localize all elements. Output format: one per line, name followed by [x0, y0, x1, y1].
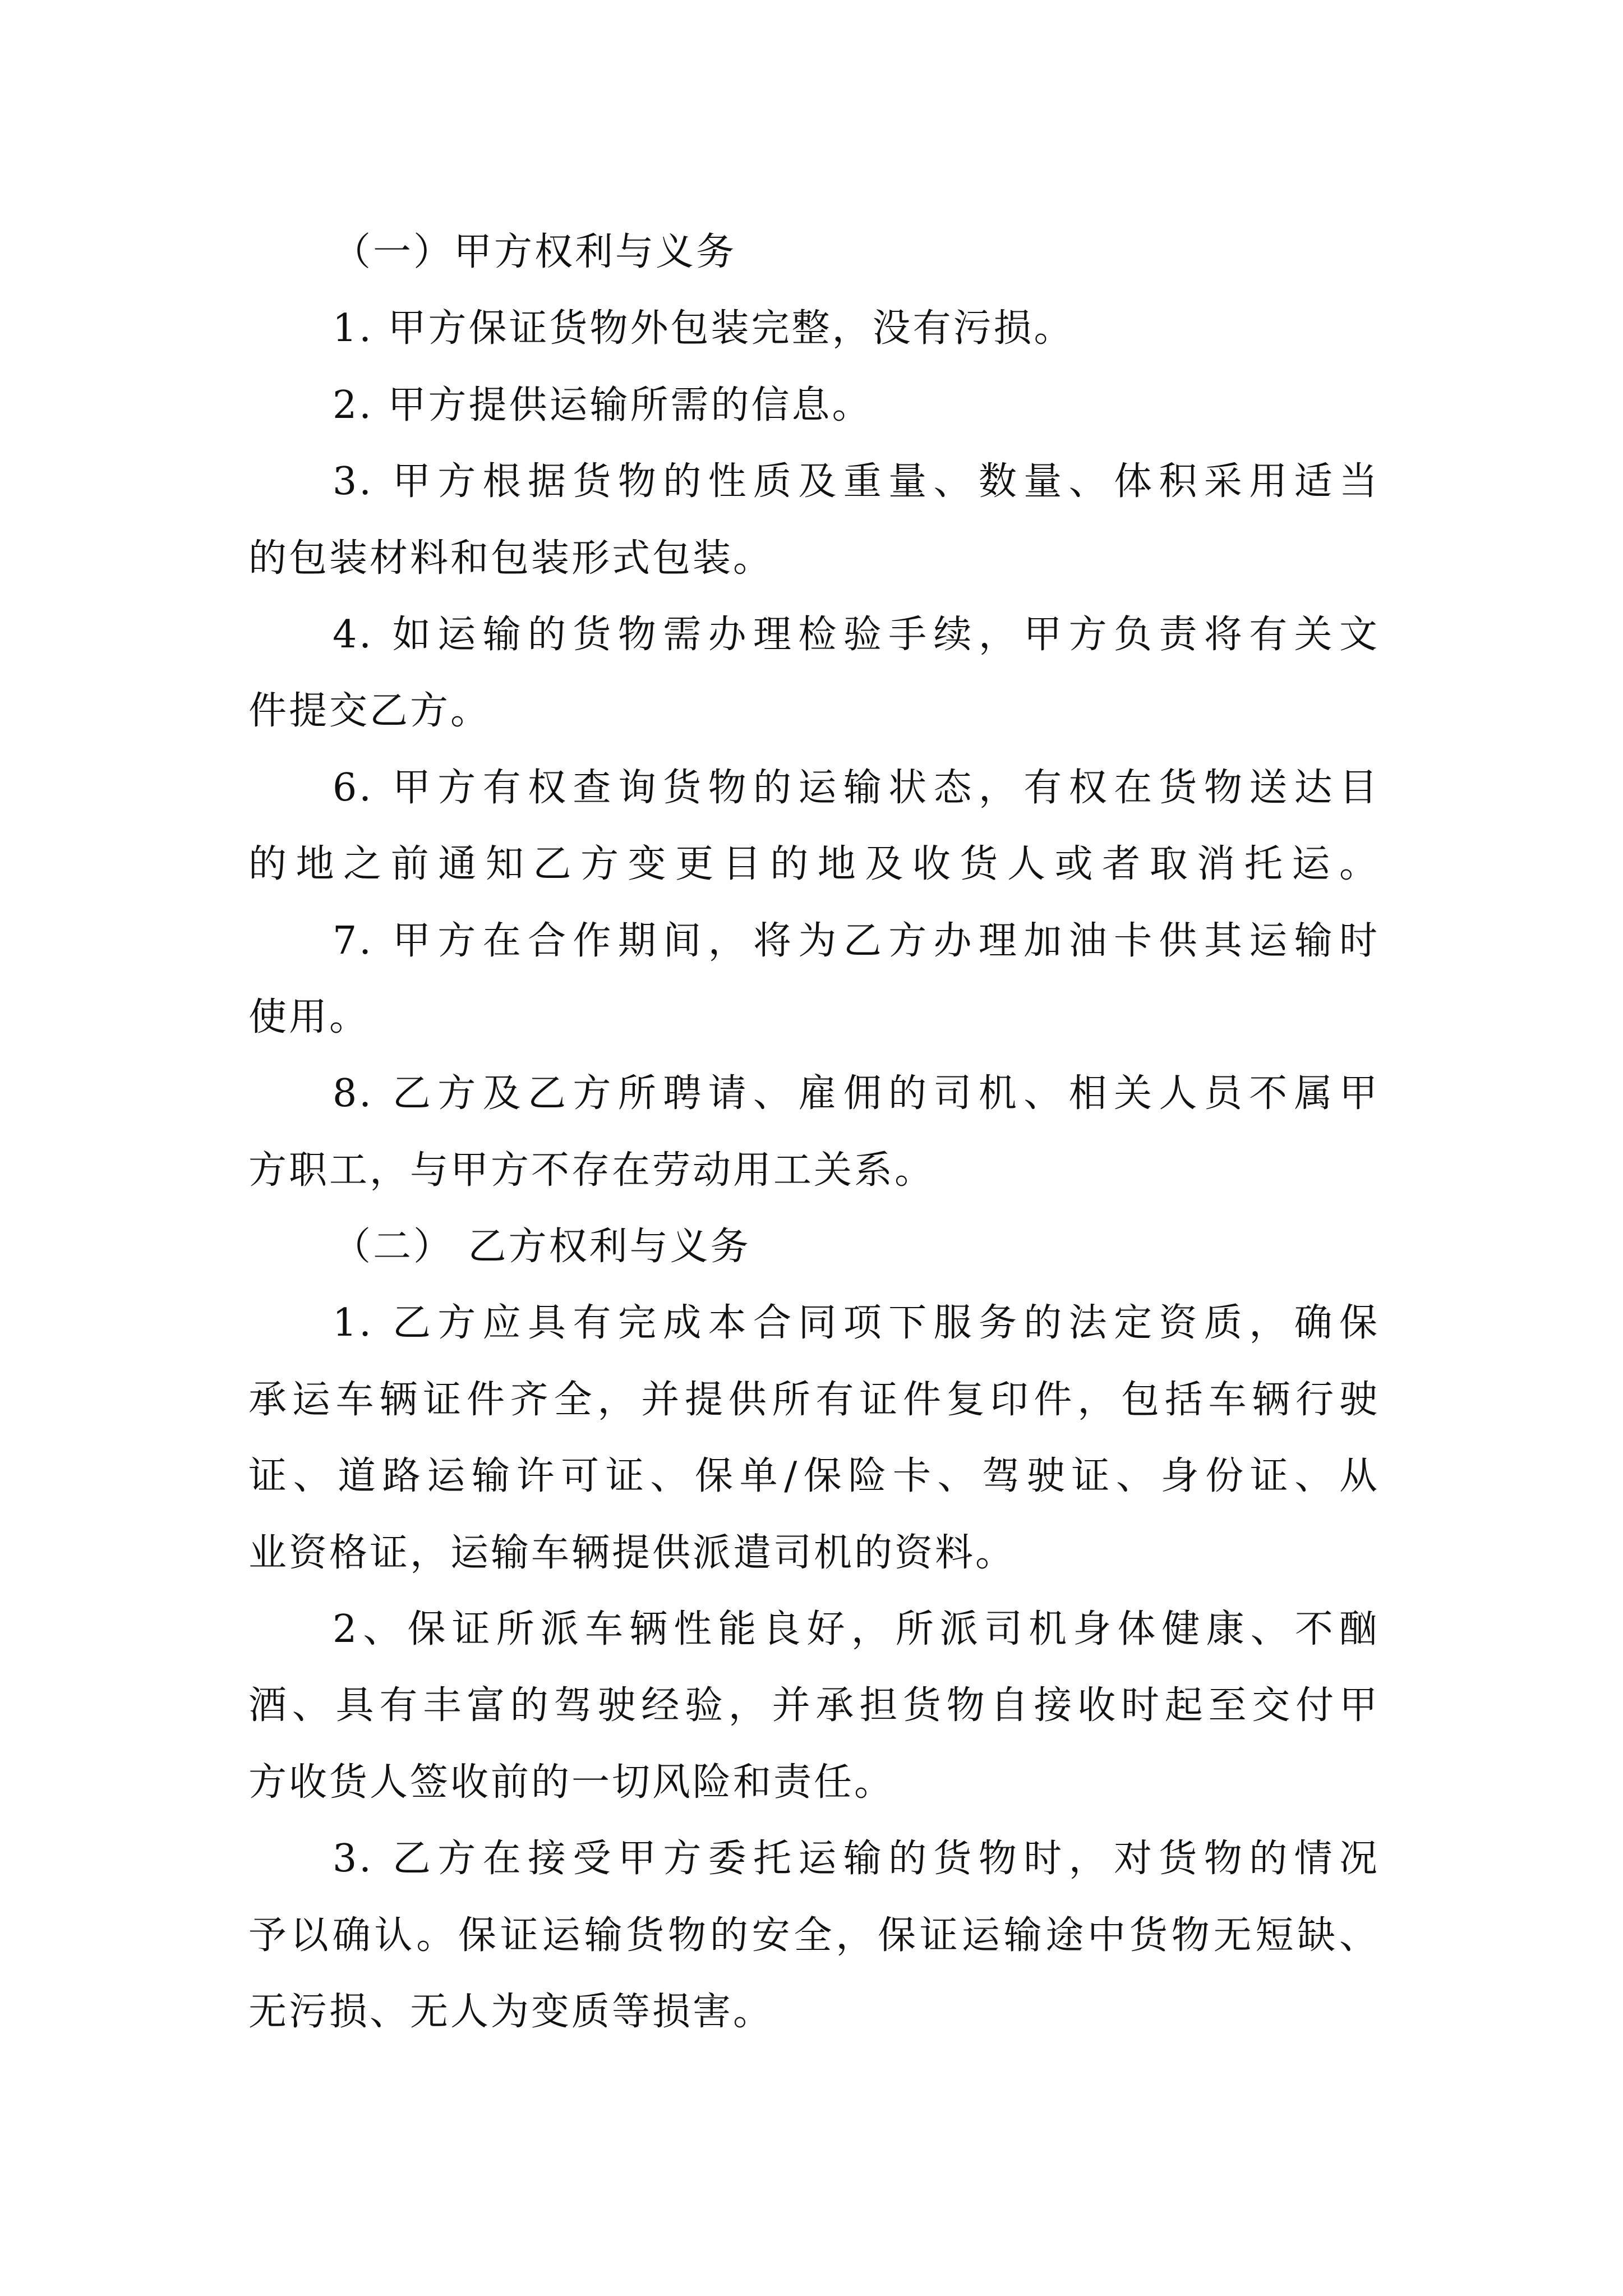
clause-2-2-line-1: 2、保证所派车辆性能良好，所派司机身体健康、不酗	[333, 1607, 1380, 1652]
clause-2-3-line-2: 予以确认。保证运输货物的安全，保证运输途中货物无短缺、	[248, 1913, 1380, 1958]
clause-1-4-line-2: 件提交乙方。	[248, 689, 491, 734]
clause-1-6-line-2: 的地之前通知乙方变更目的地及收货人或者取消托运。	[248, 842, 1380, 887]
clause-2-1-line-1: 1. 乙方应具有完成本合同项下服务的法定资质，确保	[333, 1301, 1380, 1346]
clause-2-1-line-2: 承运车辆证件齐全，并提供所有证件复印件，包括车辆行驶	[248, 1377, 1380, 1422]
section-heading-1: （一）甲方权利与义务	[333, 230, 737, 274]
clause-2-1-line-3: 证、道路运输许可证、保单/保险卡、驾驶证、身份证、从	[248, 1454, 1380, 1499]
clause-1-1-line-1: 1. 甲方保证货物外包装完整，没有污损。	[333, 306, 1075, 351]
clause-1-7-line-2: 使用。	[248, 995, 370, 1039]
clause-1-6-line-1: 6. 甲方有权查询货物的运输状态，有权在货物送达目	[333, 765, 1380, 810]
clause-2-2-line-3: 方收货人签收前的一切风险和责任。	[248, 1760, 895, 1805]
document-body	[248, 214, 1380, 2050]
section-heading-2: （二） 乙方权利与义务	[333, 1225, 751, 1269]
clause-1-2-line-1: 2. 甲方提供运输所需的信息。	[333, 383, 873, 427]
clause-2-1-line-4: 业资格证，运输车辆提供派遣司机的资料。	[248, 1530, 1016, 1575]
clause-2-3-line-1: 3. 乙方在接受甲方委托运输的货物时，对货物的情况	[333, 1837, 1380, 1881]
clause-1-8-line-2: 方职工，与甲方不存在劳动用工关系。	[248, 1148, 935, 1193]
clause-1-7-line-1: 7. 甲方在合作期间，将为乙方办理加油卡供其运输时	[333, 918, 1380, 963]
clause-2-2-line-2: 酒、具有丰富的驾驶经验，并承担货物自接收时起至交付甲	[248, 1683, 1380, 1728]
clause-1-4-line-1: 4. 如运输的货物需办理检验手续，甲方负责将有关文	[333, 612, 1380, 657]
clause-1-8-line-1: 8. 乙方及乙方所聘请、雇佣的司机、相关人员不属甲	[333, 1071, 1380, 1116]
clause-1-3-line-1: 3. 甲方根据货物的性质及重量、数量、体积采用适当	[333, 459, 1380, 504]
clause-2-3-line-3: 无污损、无人为变质等损害。	[248, 1989, 774, 2034]
clause-1-3-line-2: 的包装材料和包装形式包装。	[248, 536, 774, 581]
